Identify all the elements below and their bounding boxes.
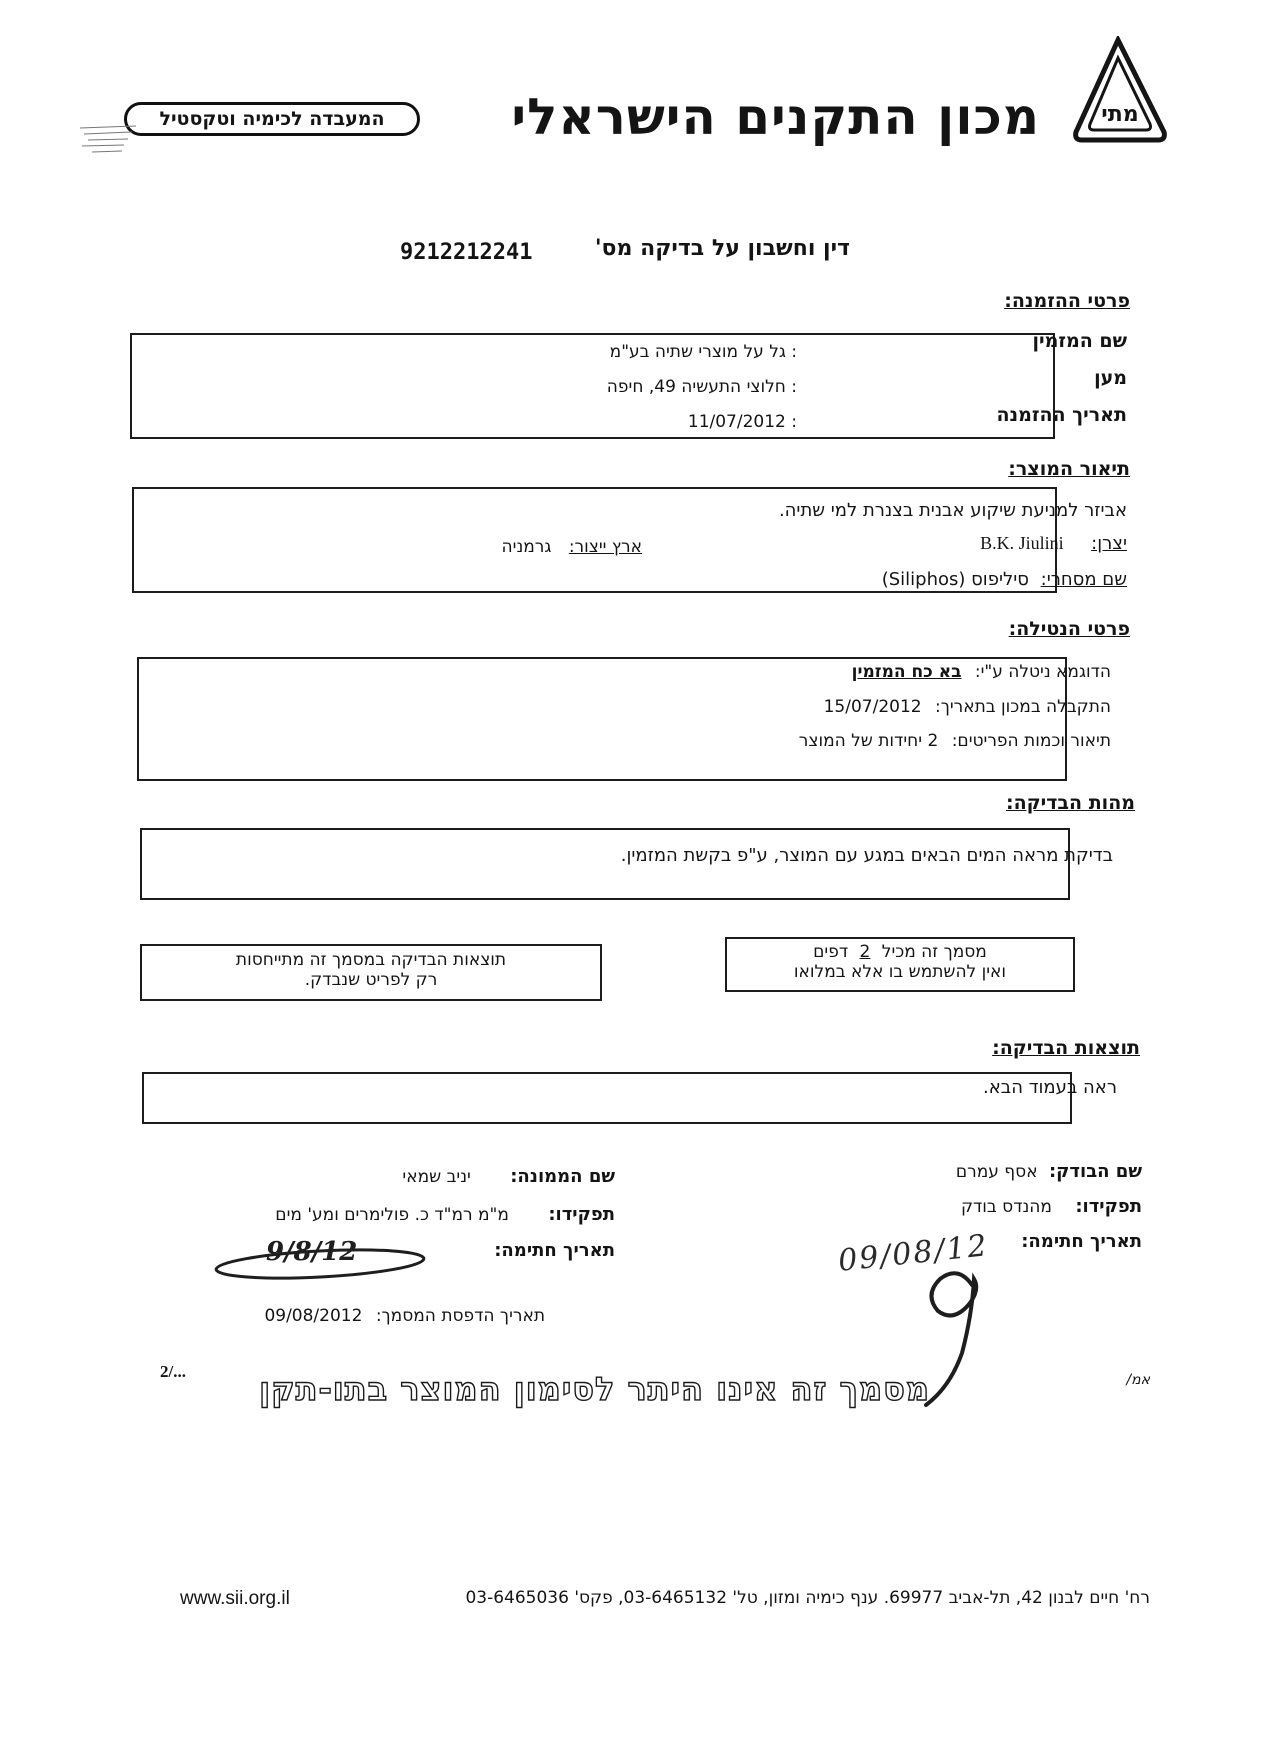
stamp-text: מסמך זה אינו היתר לסימון המוצר בתו-תקן [259,1370,930,1408]
print-date-row [264,1306,545,1326]
received-label: התקבלה במכון בתאריך: [935,697,1111,717]
print-date: 09/08/2012 [264,1306,363,1326]
sampling-section-title: פרטי הנטילה: [1008,618,1130,640]
trade-name-row [882,569,1127,590]
taken-by-label: הדוגמא ניטלה ע"י: [974,662,1111,682]
pages-note-text-b: דפים [813,942,849,962]
sii-logo [1060,36,1180,156]
tester-name-label: שם הבודק: [1048,1161,1142,1182]
logo-text: מתי [1101,102,1139,127]
items-label: תיאור וכמות הפריטים: [951,731,1111,751]
pages-count: 2 [859,942,871,962]
print-date-label: תאריך הדפסת המסמך: [375,1306,545,1326]
manufacturer-row [980,533,1127,554]
page-marker: 2/... [160,1362,186,1381]
tester-handwritten-date: 09/08/12 [836,1228,991,1279]
results-scope-line1: תוצאות הבדיקה במסמך זה מתייחסות [235,950,507,970]
order-section-title: פרטי ההזמנה: [1004,290,1130,312]
lab-name-badge [124,102,420,136]
address-value: : חלוצי התעשיה 49, חיפה [606,377,797,397]
tester-role-label: תפקידו: [1075,1196,1142,1217]
order-date-label: תאריך ההזמנה [996,404,1127,426]
customer-name-label: שם המזמין [1032,330,1127,352]
report-number: 9212212241 [400,240,533,265]
manager-name-label: שם הממונה: [510,1166,615,1187]
manager-handwritten-date: 9/8/12 [266,1237,358,1267]
initials: אמ/ [1126,1372,1150,1388]
manufacturer-value: B.K. Jiulini [980,533,1064,553]
items-value: 2 יחידות של המוצר [798,731,939,751]
address-label: מען [1094,367,1127,389]
tester-date-label: תאריך חתימה: [1021,1231,1142,1252]
manager-role-label: תפקידו: [548,1204,615,1225]
results-box [142,1072,1072,1124]
taken-by-value: בא כח המזמין [851,662,962,682]
product-description: אביזר למניעת שיקוע אבנית בצנרת למי שתיה. [778,500,1127,521]
received-value: 15/07/2012 [823,697,922,717]
items-row [799,731,1111,751]
results-section-title: תוצאות הבדיקה: [992,1037,1140,1059]
results-scope-box [140,944,602,1001]
tester-name: אסף עמרם [955,1162,1038,1182]
pages-note-line1 [727,942,1073,962]
results-scope-line2: רק לפריט שנבדק. [304,970,438,990]
order-date-value: : 11/07/2012 [687,412,797,432]
received-row [824,697,1111,717]
country-row [502,537,642,557]
pages-note-line2: ואין להשתמש בו אלא במלואו [793,962,1007,982]
manager-role: מ"מ רמ"ד כ. פולימרים ומע' מים [275,1205,509,1225]
test-nature-section-title: מהות הבדיקה: [1006,792,1135,814]
country-label: ארץ ייצור: [568,537,642,557]
trade-name-value: סיליפוס (Siliphos) [881,569,1029,590]
report-title-text: דין וחשבון על בדיקה מס' [594,236,850,261]
pages-note-text-a: מסמך זה מכיל [881,942,987,962]
test-nature-text: בדיקת מראה המים הבאים במגע עם המוצר, ע"פ בקשת המזמין. [620,845,1113,866]
tester-role-row [961,1196,1142,1217]
pages-note-box [725,937,1075,992]
lab-name: המעבדה לכימיה וטקסטיל [159,108,385,130]
product-section-title: תיאור המוצר: [1008,458,1130,480]
order-details-box [130,333,1055,439]
trade-name-label: שם מסחרי: [1040,569,1127,590]
footer-address: רח' חיים לבנון 42, תל-אביב 69977. ענף כימיה ומזון, טל' 03-6465132, פקס' 03-6465036 [465,1588,1150,1608]
customer-name-value: : גל על מוצרי שתיה בע"מ [609,342,797,362]
tester-role: מהנדס בודק [960,1197,1052,1217]
manager-role-row [275,1204,615,1225]
institute-name: מכון התקנים הישראלי [511,88,1040,146]
footer-website: www.sii.org.il [180,1588,290,1609]
results-text: ראה בעמוד הבא. [983,1077,1117,1098]
taken-by-row [852,662,1111,682]
manager-name: יניב שמאי [402,1167,471,1187]
manager-date-label: תאריך חתימה: [494,1240,615,1261]
tester-name-row [956,1161,1142,1182]
manager-name-row [402,1166,615,1187]
country-value: גרמניה [501,537,552,557]
manufacturer-label: יצרן: [1091,533,1127,554]
lab-badge-shading [78,120,148,160]
